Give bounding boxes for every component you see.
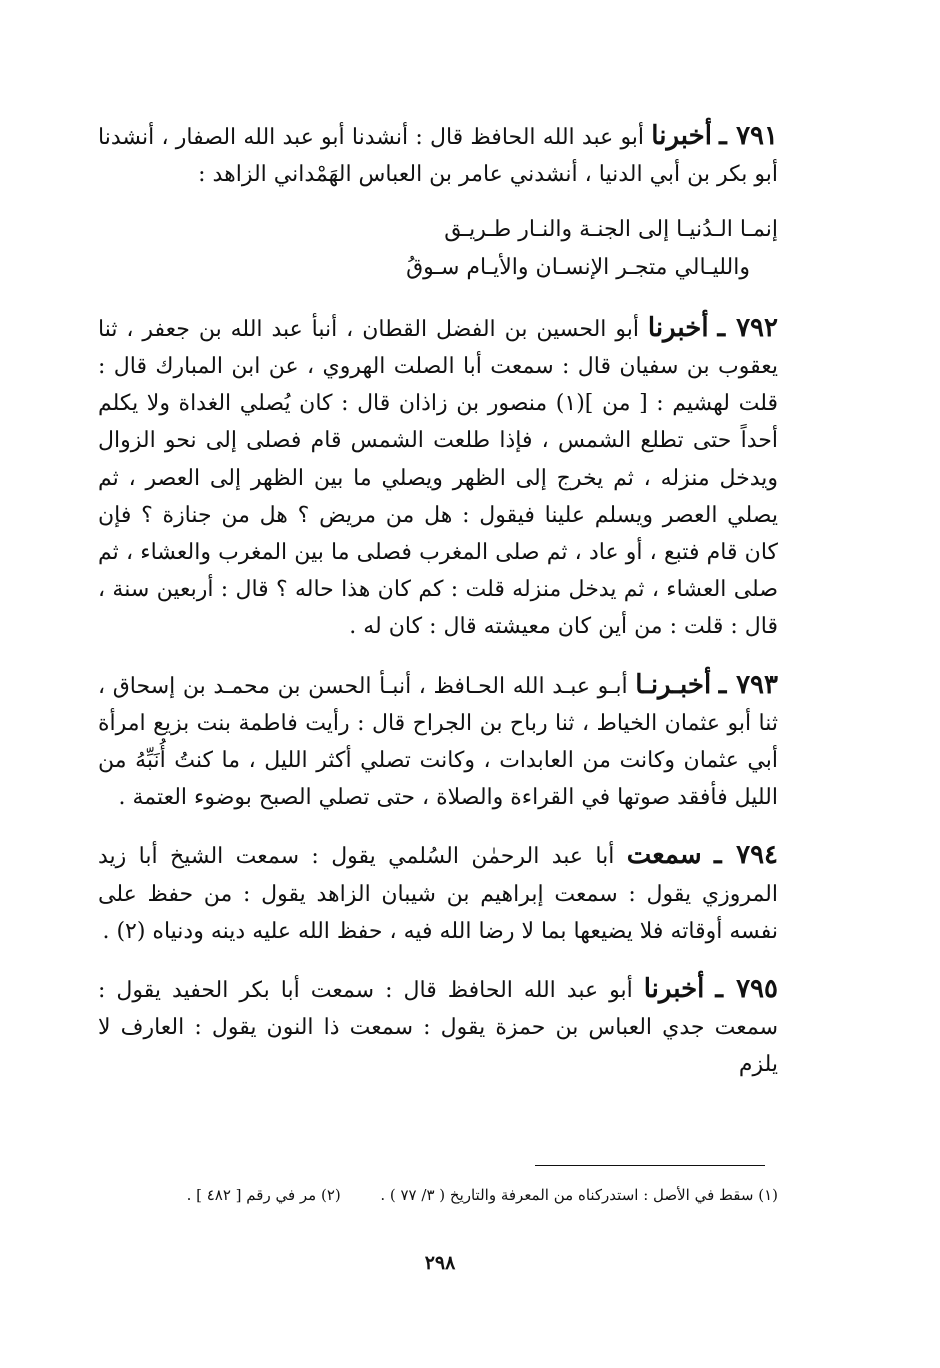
body-text: [98, 118, 778, 1105]
entry-text: أبو عبد الله الحافظ قال : سمعت أبا بكر الحفيد يقول : سمعت جدي العباس بن حمزة يقول : سمعت ذا النون يقول : العارف لا يلزم: [98, 978, 778, 1078]
footnote-divider: [535, 1165, 765, 1166]
footnote-2: (٢) مر في رقم [ ٤٨٢ ] .: [186, 1186, 341, 1204]
entry-keyword: أخبرنا: [647, 312, 709, 343]
entry-text: أبو الحسين بن الفضل القطان ، أنبأ عبد الله بن جعفر ، ثنا يعقوب بن سفيان قال : سمعت أبا الصلت الهروي ، عن ابن المبارك قال : قلت لهشيم : [ من ](١) منصور بن زاذان قال : كان يُصلي الغداة ولا يكلم أحداً حتى تطلع الشمس ، فإذا طلعت الشمس قام فصلى إلى نحو الزوال ويدخل منزله ، ثم يخرج إلى الظهر ويصلي ما بين الظهر إلى العصر ، ثم يصلي العصر ويسلم علينا فيقول : هل من مريض ؟ هل من جنازة ؟ فإن كان قام فتبع ، أو عاد ، ثم صلى المغرب فصلى ما بين المغرب والعشاء ، ثم صلى العشاء ، ثم يدخل منزله قلت : كم كان هذا حاله ؟ قال : أربعين سنة ، قال : قلت : من أين كان معيشته قال : كان له .: [98, 316, 779, 640]
entry-791: [98, 118, 778, 286]
entry-793: [98, 667, 778, 817]
entry-paragraph: [98, 971, 778, 1084]
entry-number: ٧٩١ ـ: [719, 121, 778, 151]
entry-text: أبـو عبـد الله الحـافظ ، أنبـأ الحسن بن محمـد بن إسحاق ، ثنا أبو عثمان الخياط ، ثنا رباح بن الجراح قال : رأيت فاطمة بنت بزيع امرأة أبي عثمان وكانت من العابدات ، وكانت تصلي أكثر الليل ، ما كنتُ أُنَبِّهُ من الليل فأفقد صوتها في القراءة والصلاة ، حتى تصلي الصبح بوضوء العتمة .: [98, 673, 778, 811]
entry-keyword: أخبرنا: [643, 974, 705, 1005]
page-number: ٢٩٨: [424, 1252, 456, 1274]
entry-text: أبا عبد الرحمٰن السُلمي يقول : سمعت الشيخ أبا زيد المروزي يقول : سمعت إبراهيم بن شيبان الزاهد يقول : من حفظ على نفسه أوقاته فلا يضيعها بما لا رضا الله فيه ، حفظ الله عليه دينه ودنياه (٢) .: [98, 844, 778, 944]
entry-number: ٧٩٥ ـ: [715, 974, 778, 1005]
entry-792: [98, 310, 778, 646]
entry-paragraph: [98, 310, 778, 646]
entry-text: أبو عبد الله الحافظ قال : أنشدنا أبو عبد الله الصفار ، أنشدنا أبو بكر بن أبي الدنيا ، أنشدني عامر بن العباس الهَمْداني الزاهد :: [98, 125, 778, 188]
footnote-1: (١) سقط في الأصل : استدركناه من المعرفة والتاريخ ( ٣/ ٧٧ ) .: [380, 1186, 778, 1204]
poem-verse: إنمـا الـدُنيـا إلى الجنـة والنـار طـريـق: [444, 217, 778, 243]
entry-paragraph: [98, 667, 778, 817]
entry-keyword: أخبـرنـا: [635, 669, 712, 700]
entry-number: ٧٩٤ ـ: [714, 840, 779, 871]
entry-795: [98, 971, 778, 1084]
entry-794: [98, 837, 778, 950]
entry-number: ٧٩٣ ـ: [718, 669, 778, 700]
entry-paragraph: [98, 837, 778, 950]
poem: [98, 211, 778, 285]
entry-keyword: سمعت: [626, 840, 702, 871]
entry-paragraph: [98, 118, 778, 193]
entry-number: ٧٩٢ ـ: [717, 312, 778, 343]
entry-keyword: أخبرنا: [651, 121, 712, 151]
poem-verse: والليـالي متجـر الإنسـان والأيـام سـوقُ: [406, 254, 750, 280]
footnotes: [98, 1184, 778, 1206]
